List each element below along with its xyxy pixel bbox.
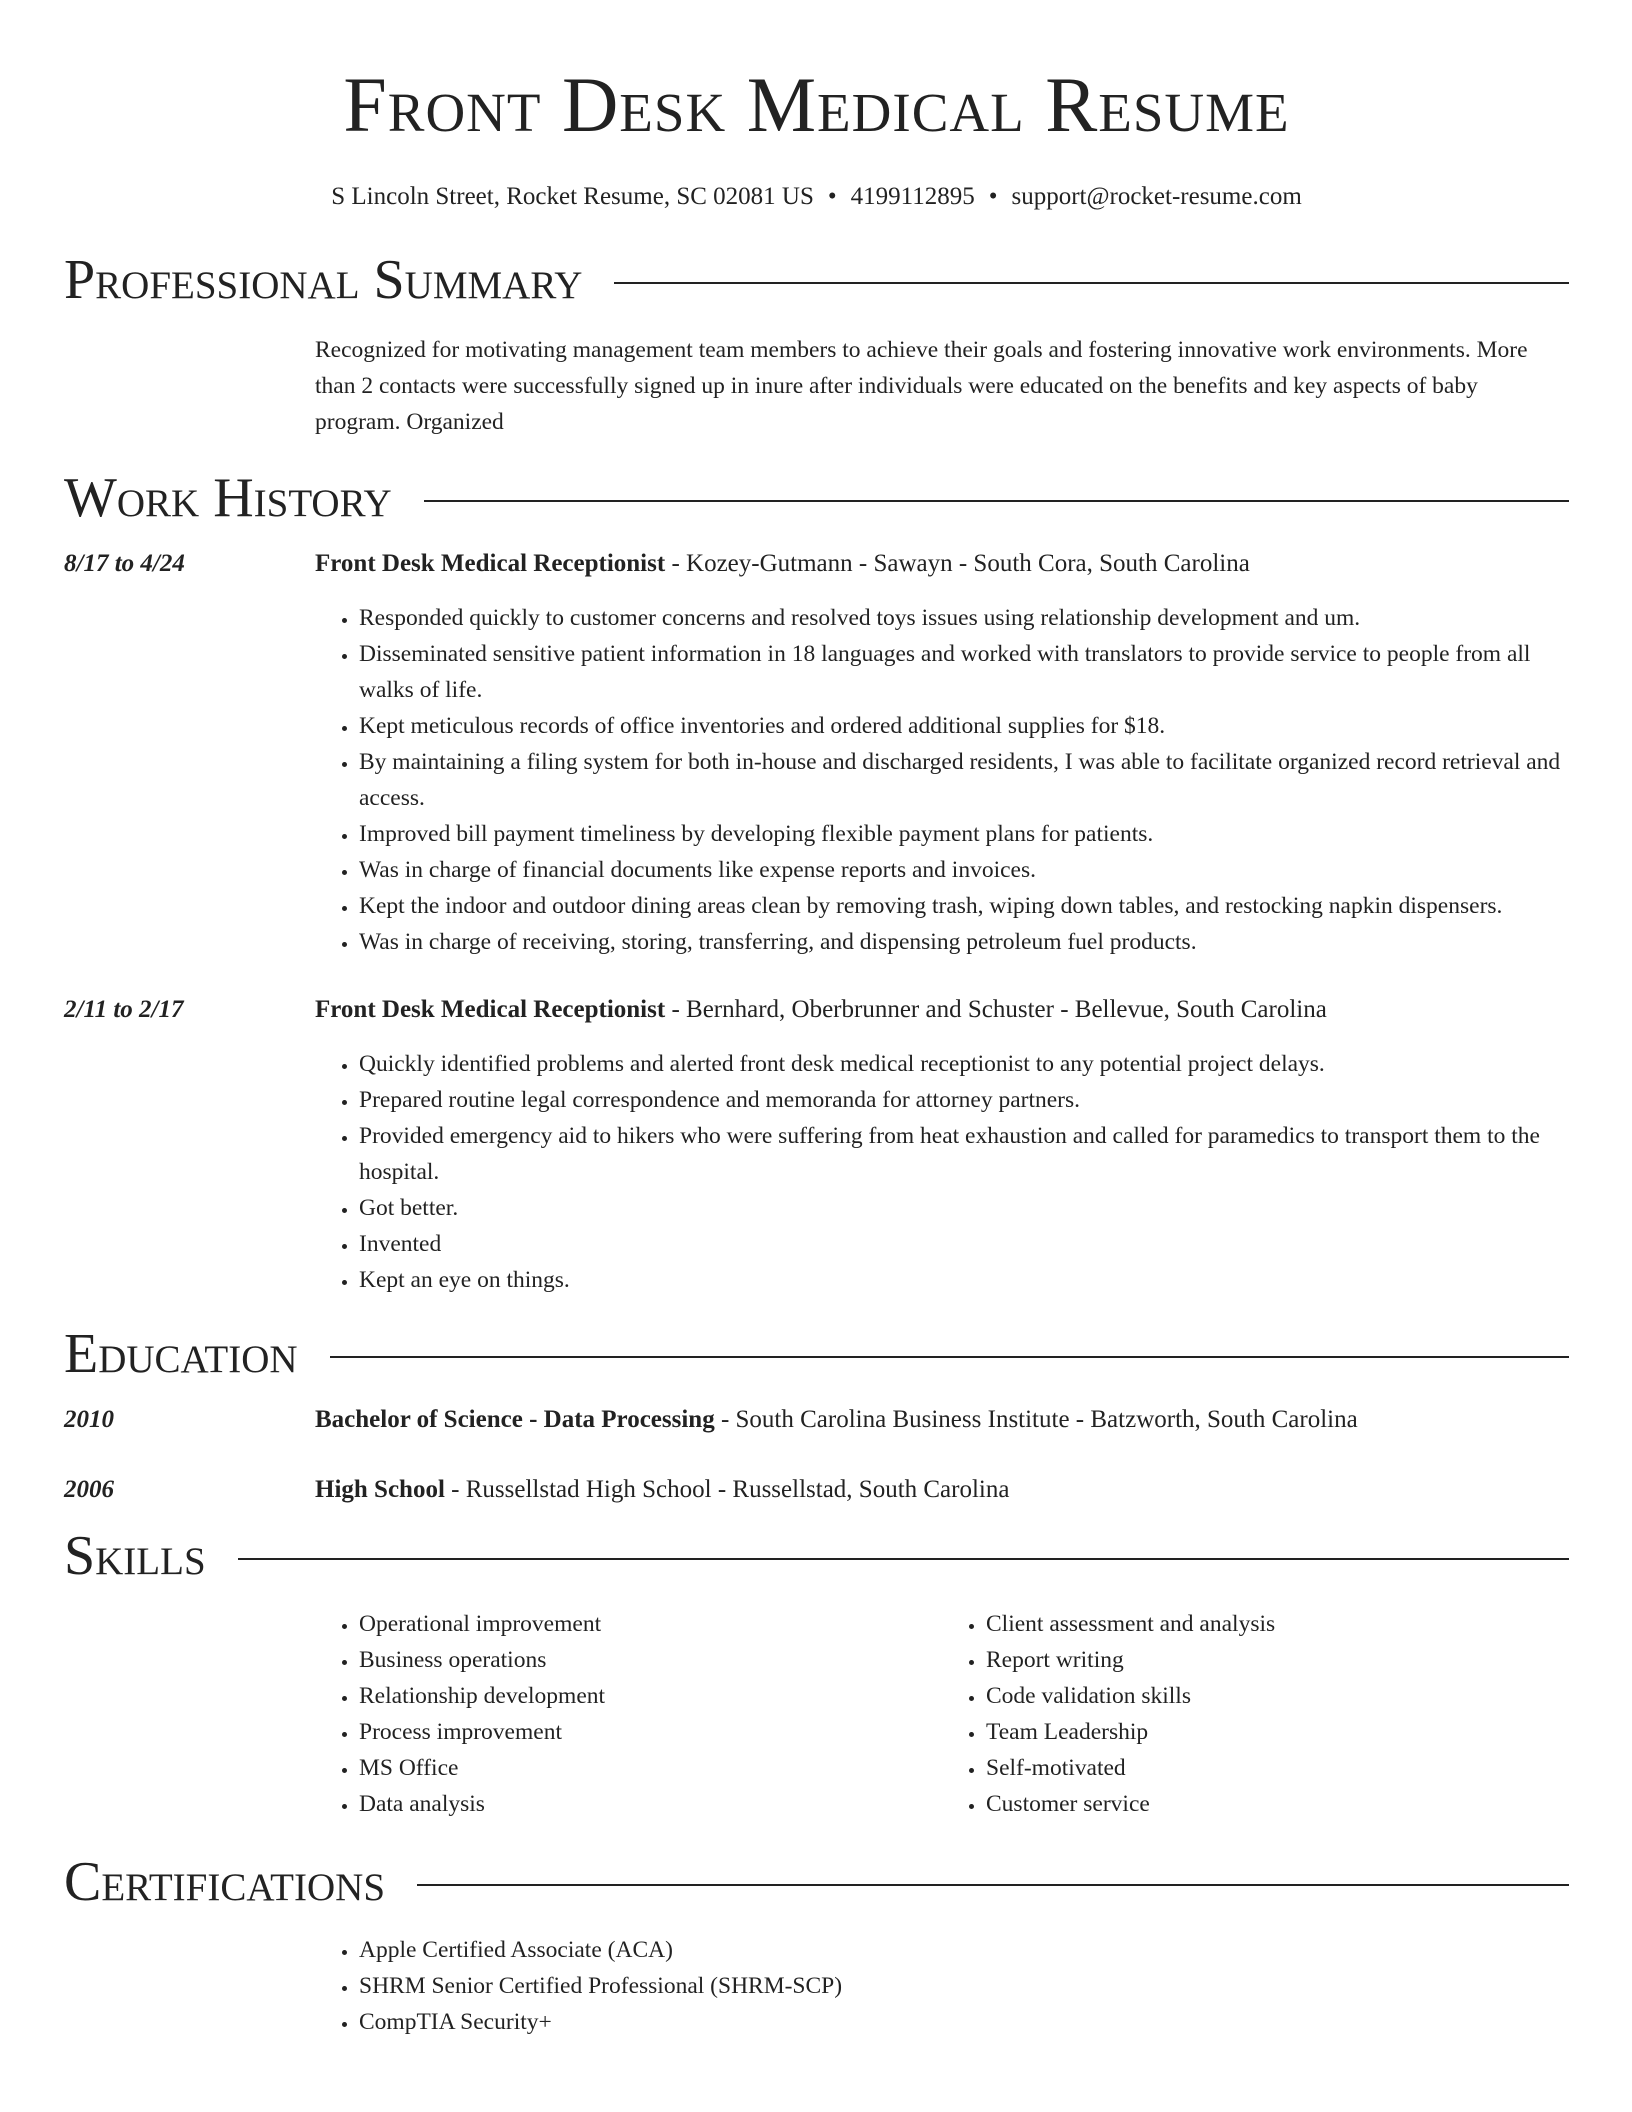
job-title: Front Desk Medical Receptionist xyxy=(315,550,666,577)
contact-line xyxy=(64,182,1569,212)
list-item: • Was in charge of receiving, storing, transferring, and dispensing petroleum fuel products. xyxy=(359,924,1569,960)
section-education-heading xyxy=(64,1324,1569,1384)
list-item: • Client assessment and analysis xyxy=(986,1606,1569,1642)
separator-dot: • xyxy=(988,183,998,210)
list-item: • Report writing xyxy=(986,1642,1569,1678)
job-details: - Bernhard, Oberbrunner and Schuster - Bellevue, South Carolina xyxy=(665,996,1327,1023)
job-details: - Kozey-Gutmann - Sawayn - South Cora, South Carolina xyxy=(665,550,1250,577)
section-rule xyxy=(238,1558,1569,1560)
section-rule xyxy=(417,1884,1569,1886)
list-item: • Relationship development xyxy=(359,1678,942,1714)
section-work-heading xyxy=(64,468,1569,528)
list-item: • Operational improvement xyxy=(359,1606,942,1642)
list-item: • Process improvement xyxy=(359,1714,942,1750)
list-item: • MS Office xyxy=(359,1750,942,1786)
list-item: • By maintaining a filing system for both in-house and discharged residents, I was able to facilitate organized record retrieval and access. xyxy=(359,744,1569,816)
list-item: • Data analysis xyxy=(359,1786,942,1822)
list-item: • Was in charge of financial documents like expense reports and invoices. xyxy=(359,852,1569,888)
phone: 4199112895 xyxy=(850,183,975,210)
job-bullets xyxy=(315,1046,1569,1298)
job-entry xyxy=(64,994,1569,1298)
list-item: • Team Leadership xyxy=(986,1714,1569,1750)
skills-list-right xyxy=(942,1606,1569,1822)
list-item: • Invented xyxy=(359,1226,1569,1262)
list-item: • Kept meticulous records of office inventories and ordered additional supplies for $18. xyxy=(359,708,1569,744)
list-item: • Got better. xyxy=(359,1190,1569,1226)
degree: Bachelor of Science - Data Processing xyxy=(315,1406,715,1433)
list-item: • Improved bill payment timeliness by developing flexible payment plans for patients. xyxy=(359,816,1569,852)
section-rule xyxy=(424,500,1569,502)
job-entry xyxy=(64,548,1569,960)
section-rule xyxy=(330,1356,1569,1358)
job-dates: 2/11 to 2/17 xyxy=(64,996,184,1023)
education-year: 2010 xyxy=(64,1406,114,1433)
skills-row xyxy=(64,1606,1569,1822)
list-item: • Quickly identified problems and alerted front desk medical receptionist to any potential project delays. xyxy=(359,1046,1569,1082)
section-certifications-heading xyxy=(64,1852,1569,1912)
list-item: • Responded quickly to customer concerns and resolved toys issues using relationship development and um. xyxy=(359,600,1569,636)
degree: High School xyxy=(315,1476,445,1503)
list-item: • Self-motivated xyxy=(986,1750,1569,1786)
email: support@rocket-resume.com xyxy=(1011,183,1302,210)
list-item: • SHRM Senior Certified Professional (SHRM-SCP) xyxy=(359,1968,1569,2004)
job-dates: 8/17 to 4/24 xyxy=(64,550,185,577)
section-skills-heading xyxy=(64,1526,1569,1586)
job-title-line xyxy=(315,548,1569,580)
certifications-list xyxy=(315,1932,1569,2040)
job-title: Front Desk Medical Receptionist xyxy=(315,996,666,1023)
section-title: Education xyxy=(64,1323,298,1385)
summary-text: Recognized for motivating management team members to achieve their goals and fostering innovative work environments. More than 2 contacts were successfully signed up in inure after individuals were educated on the benefits and key aspects of baby program. Organized xyxy=(315,337,1528,435)
section-title: Professional Summary xyxy=(64,249,583,311)
education-entry xyxy=(64,1404,1569,1436)
list-item: • Kept an eye on things. xyxy=(359,1262,1569,1298)
section-rule xyxy=(614,282,1569,284)
skills-list-left xyxy=(315,1606,942,1822)
list-item: • Business operations xyxy=(359,1642,942,1678)
list-item: • Apple Certified Associate (ACA) xyxy=(359,1932,1569,1968)
section-title: Work History xyxy=(64,467,392,529)
list-item: • Customer service xyxy=(986,1786,1569,1822)
certifications-row xyxy=(64,1932,1569,2040)
separator-dot: • xyxy=(827,183,837,210)
job-bullets xyxy=(315,600,1569,960)
education-year: 2006 xyxy=(64,1476,114,1503)
list-item: • Kept the indoor and outdoor dining areas clean by removing trash, wiping down tables, and restocking napkin dispensers. xyxy=(359,888,1569,924)
list-item: • Code validation skills xyxy=(986,1678,1569,1714)
list-item: • Provided emergency aid to hikers who were suffering from heat exhaustion and called for paramedics to transport them to the hospital. xyxy=(359,1118,1569,1190)
school-details: - Russellstad High School - Russellstad, South Carolina xyxy=(444,1476,1010,1503)
school-details: - South Carolina Business Institute - Batzworth, South Carolina xyxy=(714,1406,1358,1433)
job-title-line xyxy=(315,994,1569,1026)
section-title: Skills xyxy=(64,1525,206,1587)
section-title: Certifications xyxy=(64,1851,386,1913)
list-item: • Prepared routine legal correspondence and memoranda for attorney partners. xyxy=(359,1082,1569,1118)
education-entry xyxy=(64,1474,1569,1506)
list-item: • CompTIA Security+ xyxy=(359,2004,1569,2040)
section-summary-heading xyxy=(64,250,1569,310)
address: S Lincoln Street, Rocket Resume, SC 02081 US xyxy=(331,183,814,210)
list-item: • Disseminated sensitive patient information in 18 languages and worked with translators to provide service to people from all walks of life. xyxy=(359,636,1569,708)
summary-row xyxy=(64,332,1569,440)
resume-title: Front Desk Medical Resume xyxy=(343,61,1290,148)
